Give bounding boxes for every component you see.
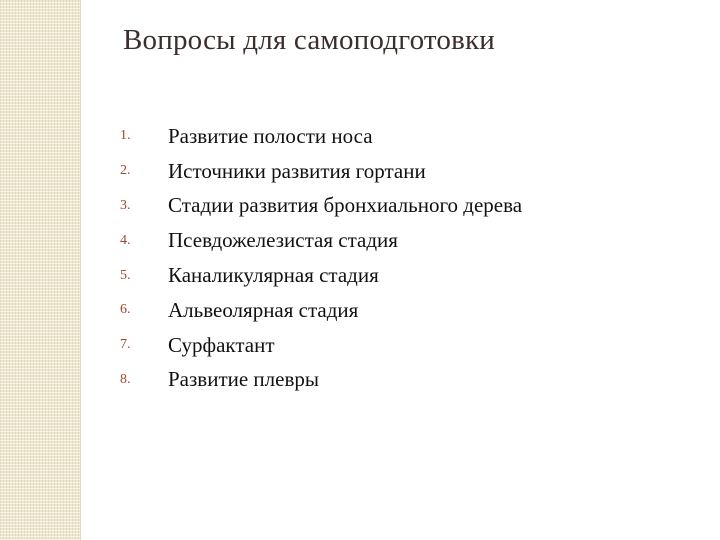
list-item-text: Стадии развития бронхиального дерева [168, 193, 523, 218]
list-item [120, 189, 522, 224]
list-item-text: Каналикулярная стадия [168, 263, 379, 288]
decorative-side-strip [0, 0, 80, 540]
list-item [120, 154, 522, 189]
list-item-text: Сурфактант [168, 332, 275, 357]
list-item-text: Альвеолярная стадия [168, 297, 359, 322]
list-item [120, 363, 522, 398]
list-item-number: 1. [120, 128, 131, 144]
list-item-text: Развитие плевры [168, 367, 319, 392]
slide-title: Вопросы для самоподготовки [123, 24, 495, 56]
list-item [120, 119, 522, 154]
list-item-number: 3. [120, 197, 131, 213]
list-item-text: Развитие полости носа [168, 123, 373, 148]
list-item [120, 293, 522, 328]
list-item [120, 258, 522, 293]
list-item-number: 2. [120, 163, 131, 179]
list-item-text: Псевдожелезистая стадия [168, 228, 398, 253]
list-item-text: Источники развития гортани [168, 158, 426, 183]
list-item-number: 4. [120, 232, 131, 248]
list-item [120, 328, 522, 363]
list-item-number: 5. [120, 267, 131, 283]
list-item [120, 223, 522, 258]
list-item-number: 6. [120, 302, 131, 318]
list-item-number: 7. [120, 337, 131, 353]
list-item-number: 8. [120, 371, 131, 387]
side-strip-border [80, 0, 81, 540]
question-list [120, 119, 522, 397]
